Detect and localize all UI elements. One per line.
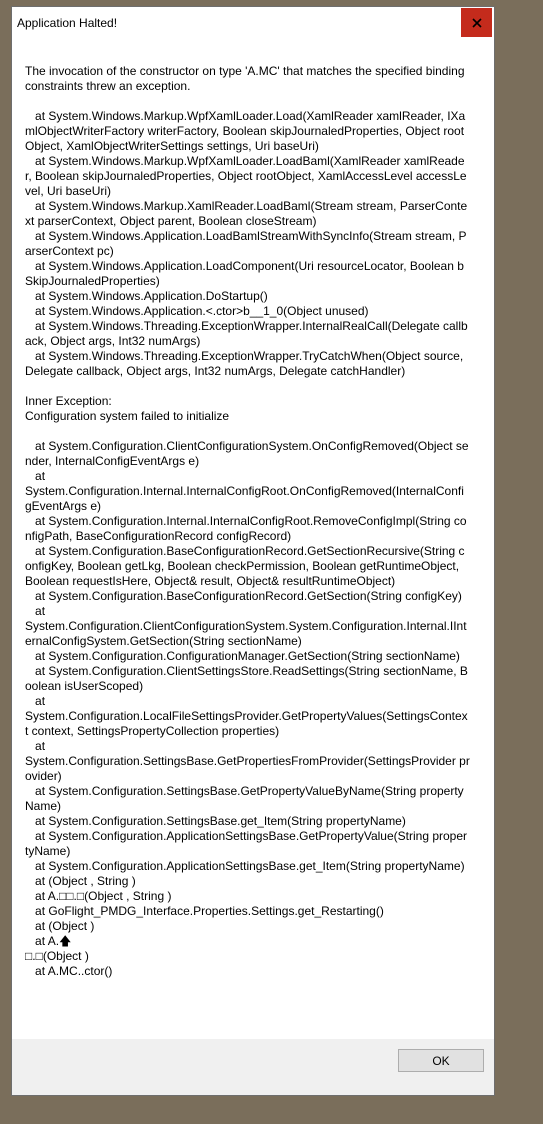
dialog-footer bbox=[12, 1039, 494, 1095]
title-bar[interactable] bbox=[12, 7, 494, 38]
close-icon bbox=[472, 18, 482, 28]
ok-button[interactable]: OK bbox=[398, 1049, 484, 1072]
error-dialog-window bbox=[11, 6, 495, 1096]
exception-message: The invocation of the constructor on type 'A.MC' that matches the specified binding constraints threw an exception. at System.Windows.Markup.WpfXamlLoader.Load(XamlReader xamlReader, IXamlObjectWriterFactory writerFactory, Boolean skipJournaledProperties, Object rootObject, XamlObjectWriterSettings settings, Uri baseUri) at System.Windows.Markup.WpfXamlLoader.LoadBaml(XamlReader xamlReader, Boolean skipJournaledProperties, Object rootObject, XamlAccessLevel accessLevel, Uri baseUri) at System.Windows.Markup.XamlReader.LoadBaml(Stream stream, ParserContext parserContext, Object parent, Boolean closeStream) at System.Windows.Application.LoadBamlStreamWithSyncInfo(Stream stream, ParserContext pc) at System.Windows.Application.LoadComponent(Uri resourceLocator, Boolean bSkipJournaledProperties) at System.Windows.Application.DoStartup() at System.Windows.Application.<.ctor>b__1_0(Object unused) at System.Windows.Threading.ExceptionWrapper.InternalRealCall(Delegate callback, Object args, Int32 numArgs) at System.Windows.Threading.ExceptionWrapper.TryCatchWhen(Object source, Delegate callback, Object args, Int32 numArgs, Delegate catchHandler) Inner Exception: Configuration system failed to initialize at System.Configuration.ClientConfigurationSystem.OnConfigRemoved(Object sender, InternalConfigEventArgs e) at System.Configuration.Internal.InternalConfigRoot.OnConfigRemoved(InternalConfigEventArgs e) at System.Configuration.Internal.InternalConfigRoot.RemoveConfigImpl(String configPath, BaseConfigurationRecord configRecord) at System.Configuration.BaseConfigurationRecord.GetSectionRecursive(String configKey, Boolean getLkg, Boolean checkPermission, Boolean getRuntimeObject, Boolean requestIsHere, Object& result, Object& resultRuntimeObject) at System.Configuration.BaseConfigurationRecord.GetSection(String configKey) at System.Configuration.ClientConfigurationSystem.System.Configuration.Internal.IInternalConfigSystem.GetSection(String sectionName) at System.Configuration.ConfigurationManager.GetSection(String sectionName) at System.Configuration.ClientSettingsStore.ReadSettings(String sectionName, Boolean isUserScoped) at System.Configuration.LocalFileSettingsProvider.GetPropertyValues(SettingsContext context, SettingsPropertyCollection properties) at System.Configuration.SettingsBase.GetPropertiesFromProvider(SettingsProvider provider) at System.Configuration.SettingsBase.GetPropertyValueByName(String propertyName) at System.Configuration.SettingsBase.get_Item(String propertyName) at System.Configuration.ApplicationSettingsBase.GetPropertyValue(String propertyName) at System.Configuration.ApplicationSettingsBase.get_Item(String propertyName) at (Object , String ) at A.□□.□(Object , String ) at GoFlight_PMDG_Interface.Properties.Settings.get_Restarting() at (Object ) at A.🡅 □.□(Object ) at A.MC..ctor() bbox=[25, 64, 470, 978]
close-button[interactable] bbox=[461, 8, 492, 37]
dialog-content bbox=[12, 38, 494, 1040]
window-title: Application Halted! bbox=[17, 16, 118, 30]
